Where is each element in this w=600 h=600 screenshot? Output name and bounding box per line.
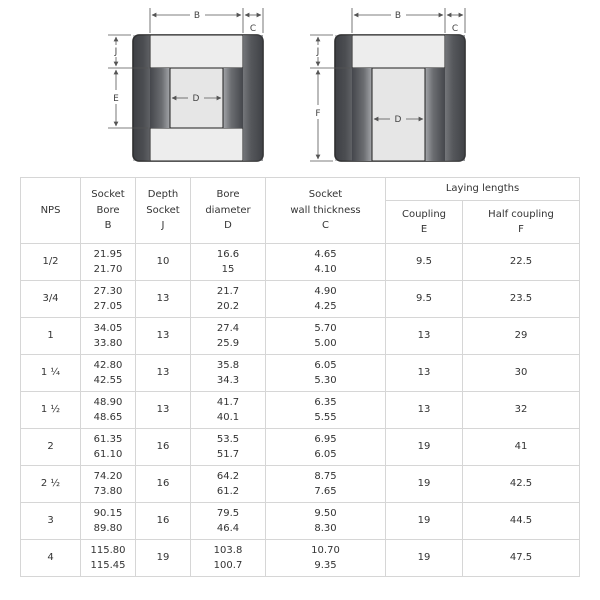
cell-wall-thickness-max: 10.70 bbox=[311, 544, 340, 556]
cell-socket-bore bbox=[81, 392, 136, 429]
cell-wall-thickness bbox=[266, 540, 386, 577]
cell-bore-diameter-min: 61.2 bbox=[216, 486, 240, 497]
cell-bore-diameter-min: 34.3 bbox=[216, 375, 240, 386]
dim-label-c: C bbox=[249, 24, 257, 34]
cell-depth-socket: 13 bbox=[136, 318, 191, 355]
table-row bbox=[21, 466, 580, 503]
cell-socket-bore-max: 34.05 bbox=[93, 322, 123, 334]
fitting-drawings bbox=[0, 0, 600, 175]
cell-half-coupling: 29 bbox=[463, 318, 580, 355]
cell-bore-diameter-max: 21.7 bbox=[216, 285, 240, 297]
header-bore-diameter: Bore diameter D bbox=[191, 178, 266, 244]
cell-nps: 3/4 bbox=[21, 281, 81, 318]
coupling-top-socket bbox=[150, 35, 243, 68]
cell-bore-diameter-max: 53.5 bbox=[216, 433, 240, 445]
table-row bbox=[21, 281, 580, 318]
cell-wall-thickness-max: 6.35 bbox=[314, 396, 337, 408]
cell-bore-diameter-max: 64.2 bbox=[216, 470, 240, 482]
cell-bore-diameter-max: 103.8 bbox=[213, 544, 243, 556]
table-row bbox=[21, 540, 580, 577]
dim-label-j: J bbox=[114, 47, 118, 57]
cell-nps: 1/2 bbox=[21, 244, 81, 281]
header-laying-lengths: Laying lengths bbox=[386, 178, 580, 201]
cell-half-coupling: 47.5 bbox=[463, 540, 580, 577]
cell-bore-diameter-max: 27.4 bbox=[216, 322, 240, 334]
header-coupling: Coupling E bbox=[386, 201, 463, 244]
cell-half-coupling: 44.5 bbox=[463, 503, 580, 540]
cell-socket-bore-min: 33.80 bbox=[93, 338, 123, 349]
cell-depth-socket: 16 bbox=[136, 503, 191, 540]
cell-bore-diameter bbox=[191, 244, 266, 281]
cell-wall-thickness-max: 6.05 bbox=[314, 359, 337, 371]
coupling-drawing bbox=[108, 8, 263, 161]
dim-label-b: B bbox=[193, 11, 201, 21]
cell-socket-bore-min: 115.45 bbox=[90, 560, 126, 571]
cell-socket-bore-min: 61.10 bbox=[93, 449, 123, 460]
table-row bbox=[21, 244, 580, 281]
header-wall-thickness: Socket wall thickness C bbox=[266, 178, 386, 244]
cell-wall-thickness bbox=[266, 503, 386, 540]
cell-socket-bore bbox=[81, 429, 136, 466]
dim-label-e: E bbox=[113, 94, 119, 104]
cell-wall-thickness bbox=[266, 392, 386, 429]
coupling-bore-left-wall bbox=[150, 68, 170, 128]
cell-coupling: 9.5 bbox=[386, 244, 463, 281]
cell-depth-socket: 13 bbox=[136, 281, 191, 318]
cell-depth-socket: 19 bbox=[136, 540, 191, 577]
table-row bbox=[21, 503, 580, 540]
dim-label-d-half: D bbox=[394, 115, 402, 125]
cell-bore-diameter bbox=[191, 466, 266, 503]
cell-depth-socket: 16 bbox=[136, 466, 191, 503]
cell-wall-thickness-max: 6.95 bbox=[314, 433, 337, 445]
cell-coupling: 13 bbox=[386, 392, 463, 429]
cell-wall-thickness-max: 4.65 bbox=[314, 248, 337, 260]
cell-coupling: 19 bbox=[386, 540, 463, 577]
cell-bore-diameter-min: 40.1 bbox=[216, 412, 240, 423]
cell-bore-diameter-min: 46.4 bbox=[216, 523, 240, 534]
cell-nps: 1 bbox=[21, 318, 81, 355]
cell-half-coupling: 30 bbox=[463, 355, 580, 392]
cell-wall-thickness bbox=[266, 355, 386, 392]
cell-coupling: 19 bbox=[386, 503, 463, 540]
cell-wall-thickness-min: 5.55 bbox=[314, 412, 337, 423]
table-row bbox=[21, 392, 580, 429]
cell-socket-bore bbox=[81, 318, 136, 355]
cell-bore-diameter bbox=[191, 503, 266, 540]
table-row bbox=[21, 429, 580, 466]
cell-socket-bore-min: 73.80 bbox=[93, 486, 123, 497]
cell-bore-diameter-max: 35.8 bbox=[216, 359, 240, 371]
cell-nps: 1 ¼ bbox=[21, 355, 81, 392]
cell-coupling: 13 bbox=[386, 355, 463, 392]
cell-bore-diameter-max: 79.5 bbox=[216, 507, 240, 519]
cell-socket-bore-max: 115.80 bbox=[90, 544, 126, 556]
cell-wall-thickness-min: 4.10 bbox=[314, 264, 337, 275]
cell-coupling: 19 bbox=[386, 466, 463, 503]
cell-socket-bore-max: 21.95 bbox=[93, 248, 123, 260]
cell-wall-thickness bbox=[266, 281, 386, 318]
cell-bore-diameter bbox=[191, 540, 266, 577]
cell-wall-thickness-max: 9.50 bbox=[314, 507, 337, 519]
cell-wall-thickness-min: 8.30 bbox=[314, 523, 337, 534]
cell-wall-thickness bbox=[266, 429, 386, 466]
dim-label-b-half: B bbox=[394, 11, 402, 21]
table-row bbox=[21, 355, 580, 392]
cell-nps: 2 ½ bbox=[21, 466, 81, 503]
cell-socket-bore bbox=[81, 244, 136, 281]
dim-label-f: F bbox=[315, 109, 321, 119]
dim-label-j-half: J bbox=[316, 47, 320, 57]
cell-wall-thickness-min: 7.65 bbox=[314, 486, 337, 497]
half-coupling-socket bbox=[352, 35, 445, 68]
cell-bore-diameter-min: 25.9 bbox=[216, 338, 240, 349]
cell-nps: 2 bbox=[21, 429, 81, 466]
cell-wall-thickness-max: 5.70 bbox=[314, 322, 337, 334]
cell-socket-bore-min: 42.55 bbox=[93, 375, 123, 386]
cell-coupling: 9.5 bbox=[386, 281, 463, 318]
cell-bore-diameter bbox=[191, 355, 266, 392]
header-depth-socket: Depth Socket J bbox=[136, 178, 191, 244]
cell-bore-diameter bbox=[191, 281, 266, 318]
cell-socket-bore-max: 48.90 bbox=[93, 396, 123, 408]
cell-bore-diameter-min: 51.7 bbox=[216, 449, 240, 460]
cell-half-coupling: 23.5 bbox=[463, 281, 580, 318]
header-socket-bore: Socket Bore B bbox=[81, 178, 136, 244]
cell-depth-socket: 10 bbox=[136, 244, 191, 281]
cell-bore-diameter bbox=[191, 429, 266, 466]
coupling-bottom-socket bbox=[150, 128, 243, 161]
cell-socket-bore bbox=[81, 503, 136, 540]
cell-wall-thickness-min: 5.30 bbox=[314, 375, 337, 386]
cell-coupling: 19 bbox=[386, 429, 463, 466]
cell-wall-thickness-max: 4.90 bbox=[314, 285, 337, 297]
cell-socket-bore-max: 90.15 bbox=[93, 507, 123, 519]
cell-socket-bore-max: 42.80 bbox=[93, 359, 123, 371]
dimension-table bbox=[20, 177, 580, 577]
cell-socket-bore-min: 89.80 bbox=[93, 523, 123, 534]
cell-socket-bore-max: 61.35 bbox=[93, 433, 123, 445]
dim-label-c-half: C bbox=[451, 24, 459, 34]
cell-wall-thickness-min: 5.00 bbox=[314, 338, 337, 349]
cell-bore-diameter-max: 41.7 bbox=[216, 396, 240, 408]
cell-socket-bore-min: 21.70 bbox=[93, 264, 123, 275]
cell-socket-bore-min: 48.65 bbox=[93, 412, 123, 423]
cell-nps: 3 bbox=[21, 503, 81, 540]
cell-half-coupling: 32 bbox=[463, 392, 580, 429]
cell-half-coupling: 22.5 bbox=[463, 244, 580, 281]
cell-bore-diameter bbox=[191, 318, 266, 355]
cell-bore-diameter-min: 100.7 bbox=[213, 560, 243, 571]
header-half-coupling: Half coupling F bbox=[463, 201, 580, 244]
table-row bbox=[21, 318, 580, 355]
cell-nps: 4 bbox=[21, 540, 81, 577]
cell-depth-socket: 16 bbox=[136, 429, 191, 466]
cell-depth-socket: 13 bbox=[136, 392, 191, 429]
dim-label-d: D bbox=[192, 94, 200, 104]
cell-socket-bore-max: 27.30 bbox=[93, 285, 123, 297]
half-coupling-drawing bbox=[310, 8, 465, 161]
cell-bore-diameter bbox=[191, 392, 266, 429]
cell-wall-thickness bbox=[266, 244, 386, 281]
cell-bore-diameter-min: 15 bbox=[221, 264, 235, 275]
cell-coupling: 13 bbox=[386, 318, 463, 355]
cell-socket-bore-min: 27.05 bbox=[93, 301, 123, 312]
cell-depth-socket: 13 bbox=[136, 355, 191, 392]
cell-socket-bore bbox=[81, 540, 136, 577]
header-nps: NPS bbox=[21, 178, 81, 244]
cell-half-coupling: 41 bbox=[463, 429, 580, 466]
cell-wall-thickness bbox=[266, 318, 386, 355]
cell-wall-thickness-max: 8.75 bbox=[314, 470, 337, 482]
cell-wall-thickness bbox=[266, 466, 386, 503]
cell-half-coupling: 42.5 bbox=[463, 466, 580, 503]
cell-wall-thickness-min: 4.25 bbox=[314, 301, 337, 312]
coupling-bore-right-wall bbox=[223, 68, 243, 128]
cell-bore-diameter-min: 20.2 bbox=[216, 301, 240, 312]
cell-bore-diameter-max: 16.6 bbox=[216, 248, 240, 260]
cell-wall-thickness-min: 6.05 bbox=[314, 449, 337, 460]
cell-wall-thickness-min: 9.35 bbox=[314, 560, 337, 571]
cell-socket-bore bbox=[81, 466, 136, 503]
cell-nps: 1 ½ bbox=[21, 392, 81, 429]
cell-socket-bore bbox=[81, 281, 136, 318]
cell-socket-bore bbox=[81, 355, 136, 392]
cell-socket-bore-max: 74.20 bbox=[93, 470, 123, 482]
